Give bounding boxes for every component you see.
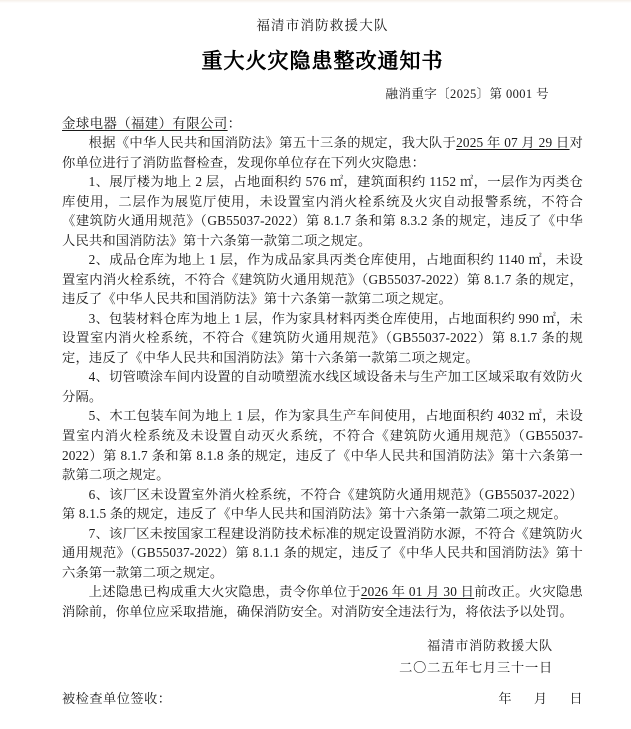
hazard-item-3: 3、包装材料仓库为地上 1 层，作为家具材料丙类仓库使用，占地面积约 990 ㎡，未设置室内消火栓系统，不符合《建筑防火通用规范》（GB55037-2022）第 8.1.7 条的规定，违反了《中华人民共和国消防法》第十六条第一款第二项之规定。: [62, 310, 583, 365]
recipient-company-name: 金球电器（福建）有限公司: [62, 116, 228, 131]
hazard-item-7: 7、该厂区未按国家工程建设消防技术标准的规定设置消防水源，不符合《建筑防火通用规范》（GB55037-2022）第 8.1.1 条的规定，违反了《中华人民共和国消防法》第十六条第一款第二项之规定。: [62, 525, 583, 580]
receipt-year-label: 年: [498, 691, 513, 706]
hazard-item-2: 2、成品仓库为地上 1 层，作为成品家具丙类仓库使用，占地面积约 1140 ㎡，未设置室内消火栓系统，不符合《建筑防火通用规范》（GB55037-2022）第 8.1.7 条的规定，违反了《中华人民共和国消防法》第十六条第一款第二项之规定。: [62, 252, 583, 307]
conclusion-paragraph: [62, 582, 583, 621]
conclusion-text-before-date: 上述隐患已构成重大火灾隐患，责令你单位于: [88, 584, 361, 600]
hazard-item-1: 1、展厅楼为地上 2 层，占地面积约 576 ㎡，建筑面积约 1152 ㎡，一层作为丙类仓库使用，二层作为展览厅使用，未设置室内消火栓系统及火灾自动报警系统，不符合《建筑防火通用规范》（GB55037-2022）第 8.1.7 条和第 8.3.2 条的规定，违反了《中华人民共和国消防法》第十六条第一款第二项之规定。: [62, 174, 583, 248]
signature-organization: 福清市消防救援大队: [427, 638, 553, 654]
receipt-signature-label: 被检查单位签收：: [62, 691, 172, 706]
intro-paragraph: [62, 133, 583, 172]
receipt-day-label: 日: [569, 691, 583, 706]
receipt-month-label: 月: [533, 691, 548, 706]
hazard-item-5: 5、木工包装车间为地上 1 层，作为家具生产车间使用，占地面积约 4032 ㎡，未设置室内消火栓系统及未设置自动灭火系统，不符合《建筑防火通用规范》（GB55037-2022）第 8.1.7 条和第 8.1.8 条的规定，违反了《中华人民共和国消防法》第十六条第一款第二项之规定。: [62, 408, 583, 483]
hazard-item-4: 4、切管喷涂车间内设置的自动喷塑流水线区域设备未与生产加工区域采取有效防火分隔。: [62, 369, 583, 404]
intro-text-before-date: 根据《中华人民共和国消防法》第五十三条的规定，我大队于: [88, 135, 457, 150]
document-number: 融消重字〔2025〕第 0001 号: [385, 87, 549, 101]
recipient-line: [62, 112, 583, 132]
notice-body: [62, 133, 583, 621]
conclusion-text-after-date: 前改正。火灾隐患消除前，你单位应采取措施，确保消防安全。对消防安全违法行为，将依法予以处罚。: [62, 584, 583, 619]
intro-text-after-date: 对你单位进行了消防监督检查，发现你单位存在下列火灾隐患：: [62, 135, 583, 170]
receipt-footer: [62, 688, 583, 707]
inspection-date: 2025 年 07 月 29 日: [456, 135, 570, 150]
receipt-date-placeholders: [498, 688, 583, 707]
signature-block: [62, 635, 583, 678]
issuing-organization-header: 福清市消防救援大队: [256, 18, 389, 33]
recipient-colon: ：: [227, 116, 242, 131]
hazard-item-6: 6、该厂区未设置室外消火栓系统，不符合《建筑防火通用规范》（GB55037-2022）第 8.1.5 条的规定，违反了《中华人民共和国消防法》第十六条第一款第二项之规定。: [62, 486, 583, 522]
page-title: 重大火灾隐患整改通知书: [201, 50, 444, 73]
rectification-deadline-date: 2026 年 01 月 30 日: [360, 584, 475, 600]
signature-date: 二〇二五年七月三十一日: [399, 659, 553, 675]
